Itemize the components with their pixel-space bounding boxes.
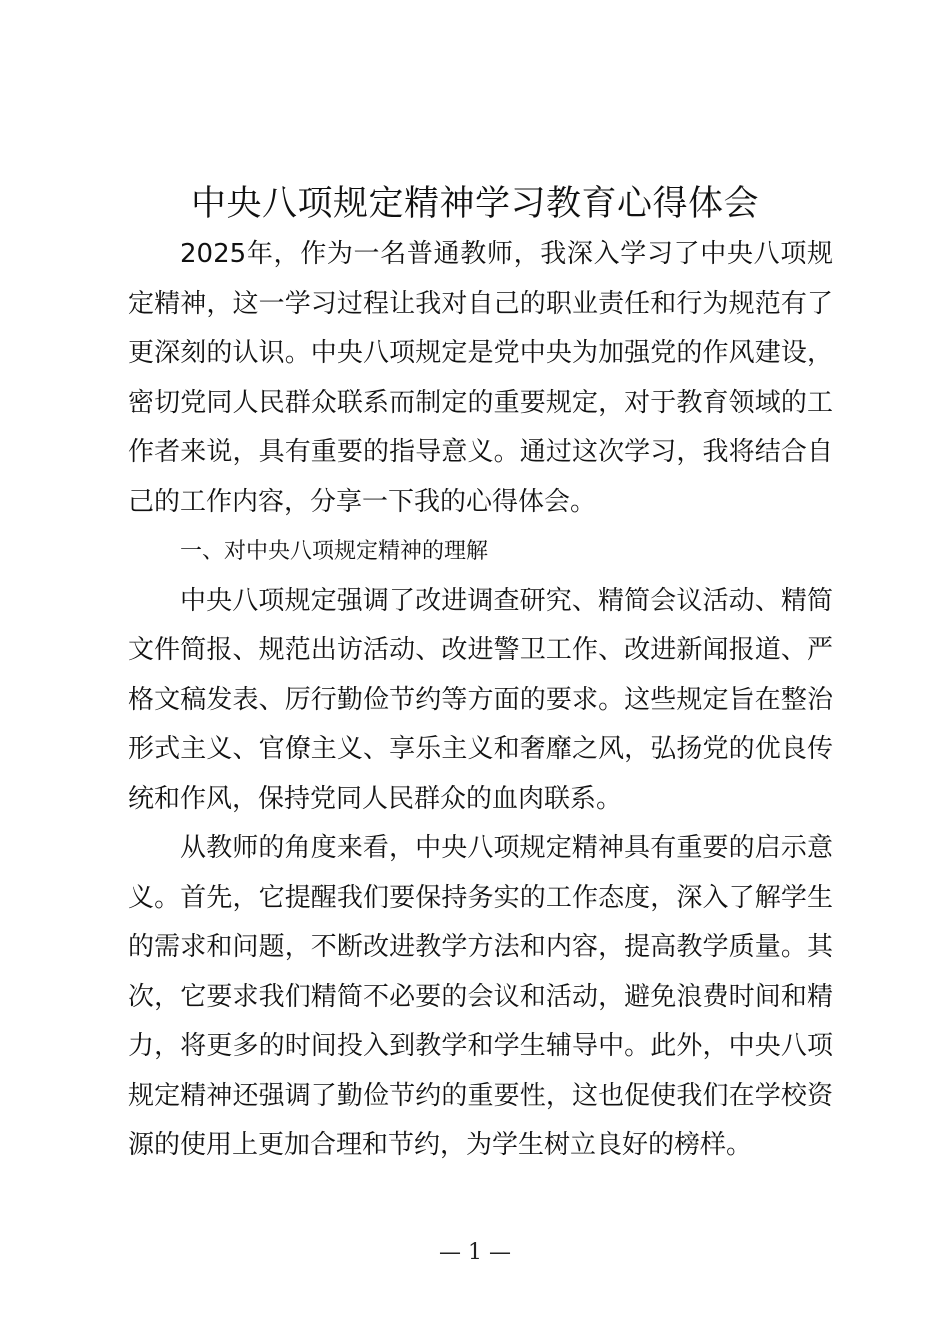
page-number: — 1 — (439, 1240, 511, 1265)
document-body (128, 230, 833, 1171)
document-title: 中央八项规定精神学习教育心得体会 (190, 184, 759, 224)
paragraph-regulations: 中央八项规定强调了改进调查研究、精简会议活动、精简文件简报、规范出访活动、改进警卫工作、改进新闻报道、严格文稿发表、厉行勤俭节约等方面的要求。这些规定旨在整治形式主义、官僚主义、享乐主义和奢靡之风，弘扬党的优良传统和作风，保持党同人民群众的血肉联系。 (128, 585, 833, 814)
paragraph-intro: 2025年，作为一名普通教师，我深入学习了中央八项规定精神，这一学习过程让我对自己的职业责任和行为规范有了更深刻的认识。中央八项规定是党中央为加强党的作风建设，密切党同人民群众联系而制定的重要规定，对于教育领域的工作者来说，具有重要的指导意义。通过这次学习，我将结合自己的工作内容，分享一下我的心得体会。 (128, 239, 833, 517)
paragraph-teacher-perspective: 从教师的角度来看，中央八项规定精神具有重要的启示意义。首先，它提醒我们要保持务实的工作态度，深入了解学生的需求和问题，不断改进教学方法和内容，提高教学质量。其次，它要求我们精简不必要的会议和活动，避免浪费时间和精力，将更多的时间投入到教学和学生辅导中。此外，中央八项规定精神还强调了勤俭节约的重要性，这也促使我们在学校资源的使用上更加合理和节约，为学生树立良好的榜样。 (128, 833, 833, 1160)
section-heading-1: 一、对中央八项规定精神的理解 (180, 539, 489, 564)
